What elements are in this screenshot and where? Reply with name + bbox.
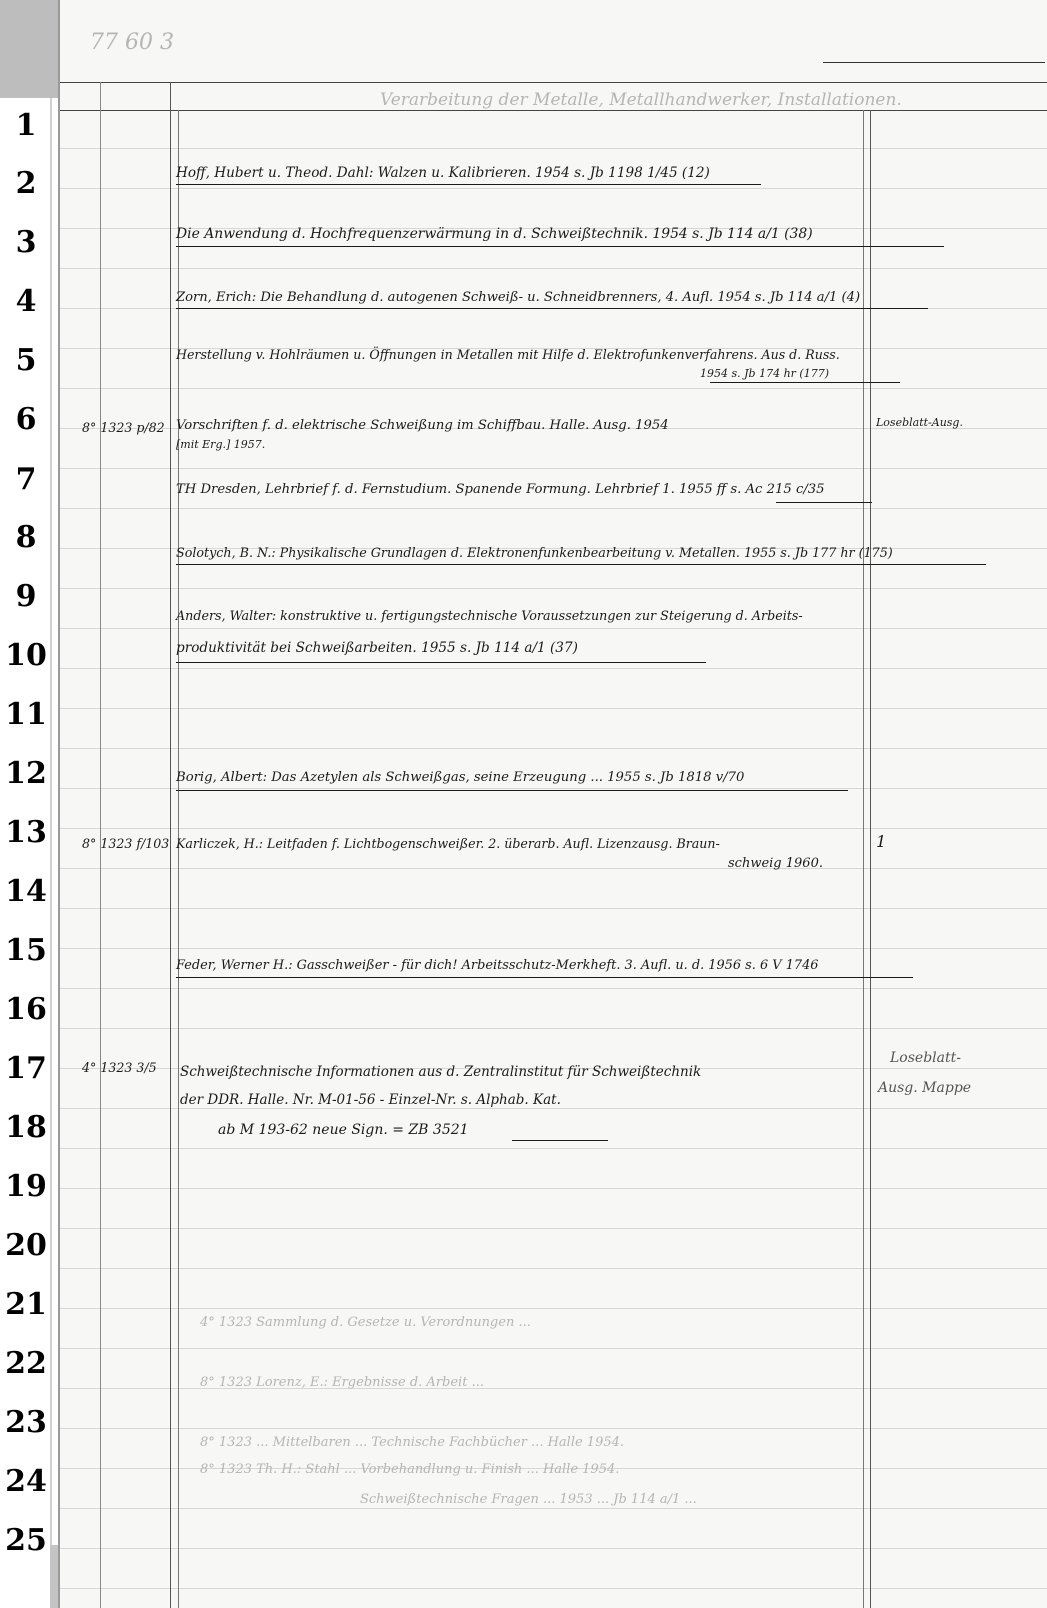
ruled-line [60, 668, 1047, 669]
line-number: 2 [15, 166, 37, 201]
ruled-line [60, 868, 1047, 869]
ruled-line [60, 788, 1047, 789]
entry-underline [176, 977, 913, 978]
line-number: 12 [5, 756, 47, 791]
faint-heading: Verarbeitung der Metalle, Metallhandwerker, Installationen. [380, 90, 902, 110]
catalog-entry: Die Anwendung d. Hochfrequenzerwärmung in d. Schweißtechnik. 1954 s. Jb 114 a/1 (38) [176, 226, 813, 242]
catalog-entry-continued: produktivität bei Schweißarbeiten. 1955 s. Jb 114 a/1 (37) [176, 640, 578, 656]
shelf-mark: 4° 1323 3/5 [82, 1060, 157, 1075]
ruled-line [60, 628, 1047, 629]
catalog-entry: Zorn, Erich: Die Behandlung d. autogenen Schweiß- u. Schneidbrenners, 4. Aufl. 1954 s. Jb 114 a/1 (4) [176, 290, 861, 305]
header-rule [60, 82, 1047, 83]
ruled-line [60, 1348, 1047, 1349]
entry-underline [176, 184, 761, 185]
entry-underline [710, 382, 900, 383]
ruled-line [60, 1548, 1047, 1549]
entry-underline [176, 564, 986, 565]
entry-underline [512, 1140, 608, 1141]
line-number: 25 [5, 1523, 47, 1558]
line-number: 6 [15, 402, 37, 437]
ruled-line [60, 1428, 1047, 1429]
catalog-entry: Karliczek, H.: Leitfaden f. Lichtbogenschweißer. 2. überarb. Aufl. Lizenzausg. Braun- [176, 836, 720, 851]
ruled-line [60, 508, 1047, 509]
ruled-line [60, 748, 1047, 749]
line-number: 14 [5, 874, 47, 909]
margin-note: Ausg. Mappe [878, 1080, 972, 1096]
line-number-margin [0, 0, 58, 1608]
line-number: 5 [15, 343, 37, 378]
catalog-entry-continued: 1954 s. Jb 174 hr (177) [700, 367, 829, 380]
header-rule [60, 110, 1047, 111]
ruled-line [60, 1148, 1047, 1149]
line-number: 15 [5, 933, 47, 968]
bleed-through-text: 8° 1323 ... Mittelbaren ... Technische Fachbücher ... Halle 1954. [200, 1435, 625, 1450]
ruled-line [60, 828, 1047, 829]
catalog-entry: Hoff, Hubert u. Theod. Dahl: Walzen u. Kalibrieren. 1954 s. Jb 1198 1/45 (12) [176, 165, 710, 181]
ruled-line [60, 268, 1047, 269]
catalog-entry: Feder, Werner H.: Gasschweißer - für dich! Arbeitsschutz-Merkheft. 3. Aufl. u. d. 1956 s. 6 V 1746 [176, 958, 819, 973]
line-number: 4 [15, 284, 37, 319]
line-number: 24 [5, 1464, 47, 1499]
line-number: 20 [5, 1228, 47, 1263]
ruled-line [60, 1268, 1047, 1269]
margin-note: Loseblatt-Ausg. [876, 416, 963, 429]
catalog-entry-continued: [mit Erg.] 1957. [176, 438, 266, 451]
ruled-line [60, 1108, 1047, 1109]
line-number: 3 [15, 225, 37, 260]
ruled-line [60, 988, 1047, 989]
column-rule [870, 110, 871, 1608]
bleed-through-text: 4° 1323 Sammlung d. Gesetze u. Verordnungen ... [200, 1315, 531, 1330]
line-number: 18 [5, 1110, 47, 1145]
entry-underline [176, 790, 848, 791]
ruled-line [60, 1588, 1047, 1589]
line-number: 21 [5, 1287, 47, 1322]
bleed-through-text: 8° 1323 Th. H.: Stahl ... Vorbehandlung u. Finish ... Halle 1954. [200, 1462, 620, 1477]
margin-rule [50, 98, 52, 1545]
catalog-entry: Anders, Walter: konstruktive u. fertigungstechnische Voraussetzungen zur Steigerung d. Arbeits- [176, 608, 803, 623]
line-number: 10 [5, 638, 47, 673]
line-number: 11 [5, 697, 47, 732]
ledger-page [58, 0, 1047, 1608]
catalog-entry: Solotych, B. N.: Physikalische Grundlagen d. Elektronenfunkenbearbeitung v. Metallen. 1955 s. Jb 177 hr (175) [176, 545, 893, 560]
shelf-mark: 8° 1323 p/82 [82, 420, 165, 435]
line-number: 8 [15, 520, 37, 555]
line-number: 22 [5, 1346, 47, 1381]
line-number: 13 [5, 815, 47, 850]
column-rule [170, 82, 171, 1608]
column-rule [863, 110, 864, 1608]
catalog-entry: Schweißtechnische Informationen aus d. Zentralinstitut für Schweißtechnik [180, 1064, 702, 1080]
ruled-line [60, 588, 1047, 589]
faint-corner-note: 77 60 3 [90, 30, 174, 55]
catalog-entry: TH Dresden, Lehrbrief f. d. Fernstudium. Spanende Formung. Lehrbrief 1. 1955 ff s. Ac 215 c/35 [176, 482, 825, 497]
entry-underline [176, 246, 944, 247]
catalog-entry: Vorschriften f. d. elektrische Schweißung im Schiffbau. Halle. Ausg. 1954 [176, 418, 669, 433]
line-number: 19 [5, 1169, 47, 1204]
catalog-entry-continued: der DDR. Halle. Nr. M-01-56 - Einzel-Nr. s. Alphab. Kat. [180, 1092, 561, 1108]
ruled-line [60, 1508, 1047, 1509]
column-rule [178, 110, 179, 1608]
line-number: 17 [5, 1051, 47, 1086]
ruled-line [60, 468, 1047, 469]
ruled-line [60, 708, 1047, 709]
catalog-entry: Herstellung v. Hohlräumen u. Öffnungen in Metallen mit Hilfe d. Elektrofunkenverfahrens. Aus d. Russ. [176, 347, 840, 362]
ruled-line [60, 1188, 1047, 1189]
shelf-mark: 8° 1323 f/103 [82, 836, 170, 851]
ruled-line [60, 908, 1047, 909]
line-number: 1 [15, 108, 37, 143]
catalog-entry: Borig, Albert: Das Azetylen als Schweißgas, seine Erzeugung ... 1955 s. Jb 1818 v/70 [176, 770, 745, 785]
line-number: 16 [5, 992, 47, 1027]
ruled-line [60, 188, 1047, 189]
catalog-entry-continued: ab M 193-62 neue Sign. = ZB 3521 [218, 1122, 469, 1138]
line-number: 23 [5, 1405, 47, 1440]
entry-underline [776, 502, 872, 503]
catalog-entry-continued: schweig 1960. [728, 856, 823, 871]
ruled-line [60, 1308, 1047, 1309]
entry-underline [176, 308, 928, 309]
ruled-line [60, 1028, 1047, 1029]
line-number: 7 [15, 462, 37, 497]
ruled-line [60, 948, 1047, 949]
margin-corner-shade [0, 0, 58, 98]
ruled-line [60, 1228, 1047, 1229]
ruled-line [60, 148, 1047, 149]
ruled-line [60, 388, 1047, 389]
bleed-through-text: Schweißtechnische Fragen ... 1953 ... Jb 114 a/1 ... [360, 1492, 697, 1507]
bleed-through-text: 8° 1323 Lorenz, E.: Ergebnisse d. Arbeit ... [200, 1375, 484, 1390]
entry-underline [176, 662, 706, 663]
margin-note: 1 [876, 832, 887, 851]
margin-note: Loseblatt- [890, 1050, 961, 1066]
top-right-rule [823, 62, 1045, 63]
line-number: 9 [15, 579, 37, 614]
